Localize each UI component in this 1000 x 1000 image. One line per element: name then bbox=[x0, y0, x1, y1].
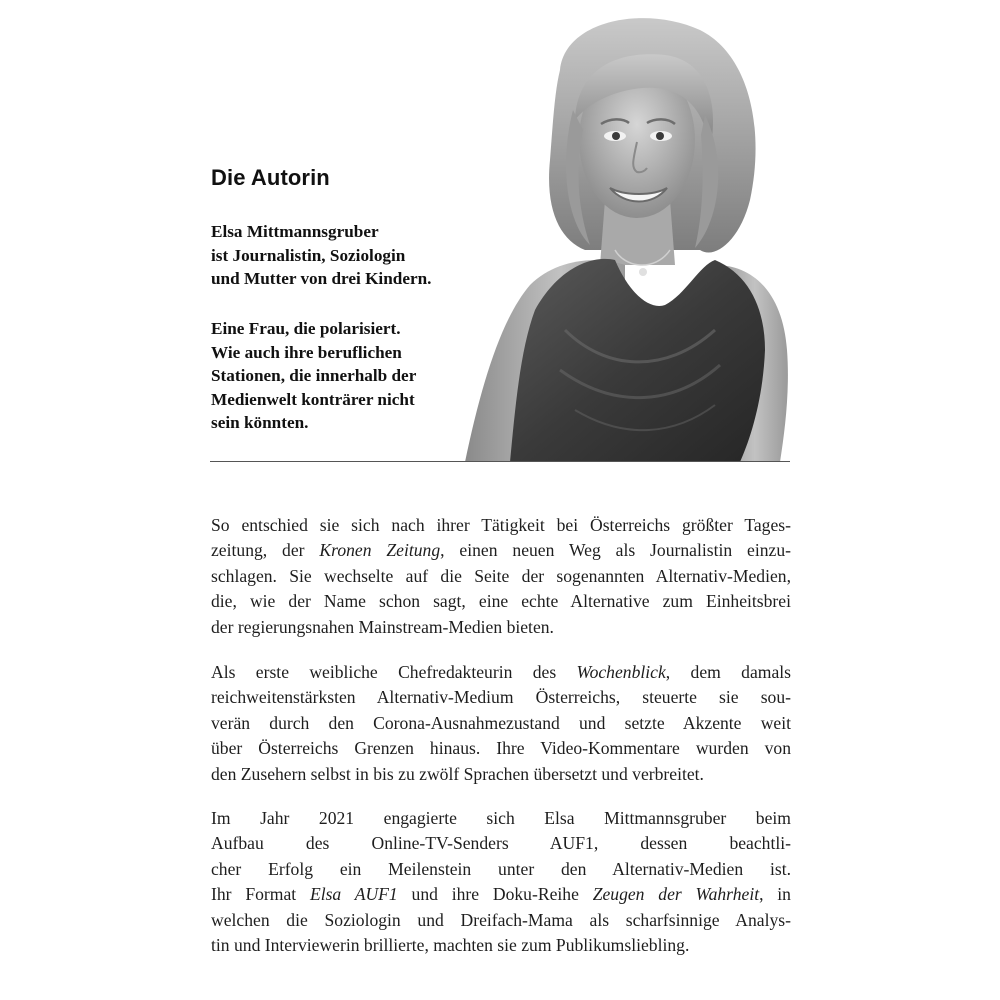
text-run: Ihr Format bbox=[211, 884, 310, 905]
tagline-line: Eine Frau, die polarisiert. bbox=[211, 319, 401, 338]
text-run: Als erste weibliche Chefredakteurin des bbox=[211, 662, 577, 682]
author-tagline bbox=[211, 317, 481, 435]
text-line: schlagen. Sie wechselte auf die Seite der sogenannten Alternativ-Medien, bbox=[211, 565, 791, 586]
text-line: Im Jahr 2021 engagierte sich Elsa Mittmannsgruber beim bbox=[211, 808, 791, 828]
show-title: Elsa AUF1 bbox=[309, 884, 398, 905]
tagline-line: Stationen, die innerhalb der bbox=[211, 366, 417, 385]
text-line: So entschied sie sich nach ihrer Tätigkeit bei Österreichs größter Tages- bbox=[211, 515, 791, 535]
text-line: Aufbau des Online-TV-Senders AUF1, dessen beachtli- bbox=[211, 833, 791, 854]
section-heading: Die Autorin bbox=[211, 165, 330, 190]
text-line: der regierungsnahen Mainstream-Medien bieten. bbox=[211, 616, 554, 637]
text-line bbox=[211, 660, 791, 685]
magazine-title: Wochenblick bbox=[576, 662, 666, 682]
tagline-line: sein könnten. bbox=[211, 413, 309, 432]
tagline-line: Medienwelt konträrer nicht bbox=[211, 389, 415, 409]
text-line bbox=[211, 882, 791, 907]
paragraph-auf1 bbox=[211, 806, 791, 958]
paragraph-career-change bbox=[211, 513, 791, 640]
intro-line: und Mutter von drei Kindern. bbox=[211, 269, 432, 288]
text-run: und ihre Doku-Reihe bbox=[397, 884, 593, 905]
text-run: , einen neuen Weg als Journalistin einzu- bbox=[440, 540, 791, 561]
text-line: cher Erfolg ein Meilenstein unter den Alternativ-Medien ist. bbox=[211, 858, 791, 879]
text-line: die, wie der Name schon sagt, eine echte Alternative zum Einheitsbrei bbox=[211, 591, 791, 612]
intro-line: Elsa Mittmannsgruber bbox=[211, 222, 379, 241]
newspaper-title: Kronen Zeitung bbox=[319, 540, 441, 561]
tagline-line: Wie auch ihre beruflichen bbox=[211, 342, 402, 362]
intro-line: ist Journalistin, Soziologin bbox=[211, 245, 406, 265]
text-line: welchen die Soziologin und Dreifach-Mama als scharfsinnige Analys- bbox=[211, 909, 791, 930]
divider bbox=[210, 461, 790, 462]
author-portrait-photo bbox=[465, 10, 790, 462]
text-run: zeitung, der bbox=[211, 540, 320, 561]
text-line: über Österreichs Grenzen hinaus. Ihre Video-Kommentare wurden von bbox=[211, 738, 791, 759]
text-line: verän durch den Corona-Ausnahmezustand und setzte Akzente weit bbox=[211, 712, 791, 733]
text-line: tin und Interviewerin brillierte, machten sie zum Publikumsliebling. bbox=[211, 935, 690, 956]
text-line: den Zusehern selbst in bis zu zwölf Sprachen übersetzt und verbreitet. bbox=[211, 763, 704, 784]
text-line: reichweitenstärksten Alternativ-Medium Österreichs, steuerte sie sou- bbox=[211, 687, 791, 708]
text-run: , in bbox=[759, 884, 791, 905]
author-intro bbox=[211, 220, 481, 291]
series-title: Zeugen der Wahrheit bbox=[592, 884, 760, 905]
text-line bbox=[211, 538, 791, 563]
text-run: , dem damals bbox=[665, 662, 791, 682]
paragraph-chief-editor bbox=[211, 660, 791, 787]
